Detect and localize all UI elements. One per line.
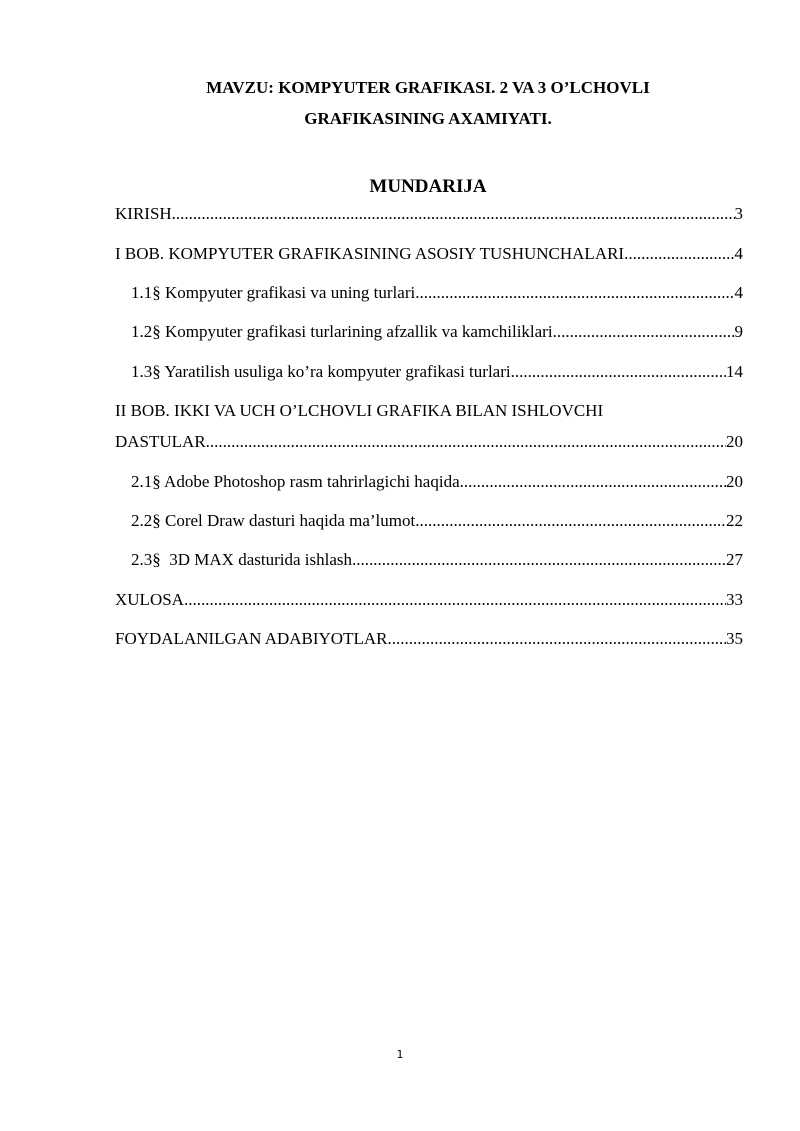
toc-entry-title: XULOSA xyxy=(115,590,184,609)
toc-entry-page: 4 xyxy=(734,283,743,302)
toc-entry-page: 3 xyxy=(734,204,743,223)
toc-entry-section-2-1[interactable] xyxy=(131,472,743,492)
toc-entry-page: 20 xyxy=(726,432,743,451)
toc-entry-title: 1.1§ Kompyuter grafikasi va uning turlari xyxy=(131,283,416,302)
toc-dot-leader xyxy=(415,511,726,531)
toc-entry-title: 2.3§ 3D MAX dasturida ishlash xyxy=(131,550,352,569)
toc-entry-references[interactable] xyxy=(115,629,743,649)
toc-entry-page: 9 xyxy=(734,322,743,341)
toc-entry-title: KIRISH xyxy=(115,204,172,223)
toc-entry-page: 22 xyxy=(726,511,743,530)
contents-heading: MUNDARIJA xyxy=(369,176,487,197)
toc-entry-chapter-2-first-line[interactable]: II BOB. IKKI VA UCH O’LCHOVLI GRAFIKA BILAN ISHLOVCHI xyxy=(115,401,604,420)
toc-entry-title: DASTULAR xyxy=(115,432,206,451)
toc-entry-chapter-1[interactable] xyxy=(115,244,743,264)
toc-entry-title: FOYDALANILGAN ADABIYOTLAR xyxy=(115,629,388,648)
toc-entry-page: 35 xyxy=(726,629,743,648)
toc-entry-page: 4 xyxy=(734,244,743,263)
toc-entry-section-1-2[interactable] xyxy=(131,322,743,342)
toc-dot-leader xyxy=(624,244,734,264)
toc-entry-section-1-1[interactable] xyxy=(131,283,743,303)
toc-entry-page: 33 xyxy=(726,590,743,609)
document-title-line-1: MAVZU: KOMPYUTER GRAFIKASI. 2 VA 3 O’LCHOVLI xyxy=(206,78,650,97)
toc-entry-section-2-2[interactable] xyxy=(131,511,743,531)
toc-dot-leader xyxy=(387,629,726,649)
toc-entry-xulosa[interactable] xyxy=(115,590,743,610)
toc-dot-leader xyxy=(172,204,735,224)
toc-entry-title: 1.2§ Kompyuter grafikasi turlarining afzallik va kamchiliklari xyxy=(131,322,553,341)
toc-entry-title: 2.2§ Corel Draw dasturi haqida ma’lumot xyxy=(131,511,416,530)
toc-dot-leader xyxy=(460,472,726,492)
toc-dot-leader xyxy=(511,362,726,382)
toc-dot-leader xyxy=(184,590,726,610)
page-number: 1 xyxy=(396,1048,404,1061)
toc-entry-title: I BOB. KOMPYUTER GRAFIKASINING ASOSIY TUSHUNCHALARI xyxy=(115,244,625,263)
toc-entry-section-1-3[interactable] xyxy=(131,362,743,382)
toc-entry-title: 2.1§ Adobe Photoshop rasm tahrirlagichi haqida xyxy=(131,472,460,491)
toc-entry-page: 20 xyxy=(726,472,743,491)
toc-dot-leader xyxy=(415,283,734,303)
toc-entry-title: 1.3§ Yaratilish usuliga ko’ra kompyuter grafikasi turlari xyxy=(131,362,511,381)
toc-entry-section-2-3[interactable] xyxy=(131,550,743,570)
toc-entry-kirish[interactable] xyxy=(115,204,743,224)
document-title-line-2: GRAFIKASINING AXAMIYATI. xyxy=(304,109,552,128)
toc-dot-leader xyxy=(206,432,726,452)
toc-entry-page: 14 xyxy=(726,362,743,381)
toc-dot-leader xyxy=(352,550,726,570)
toc-entry-page: 27 xyxy=(726,550,743,569)
toc-entry-chapter-2[interactable] xyxy=(115,432,743,452)
toc-dot-leader xyxy=(553,322,735,342)
